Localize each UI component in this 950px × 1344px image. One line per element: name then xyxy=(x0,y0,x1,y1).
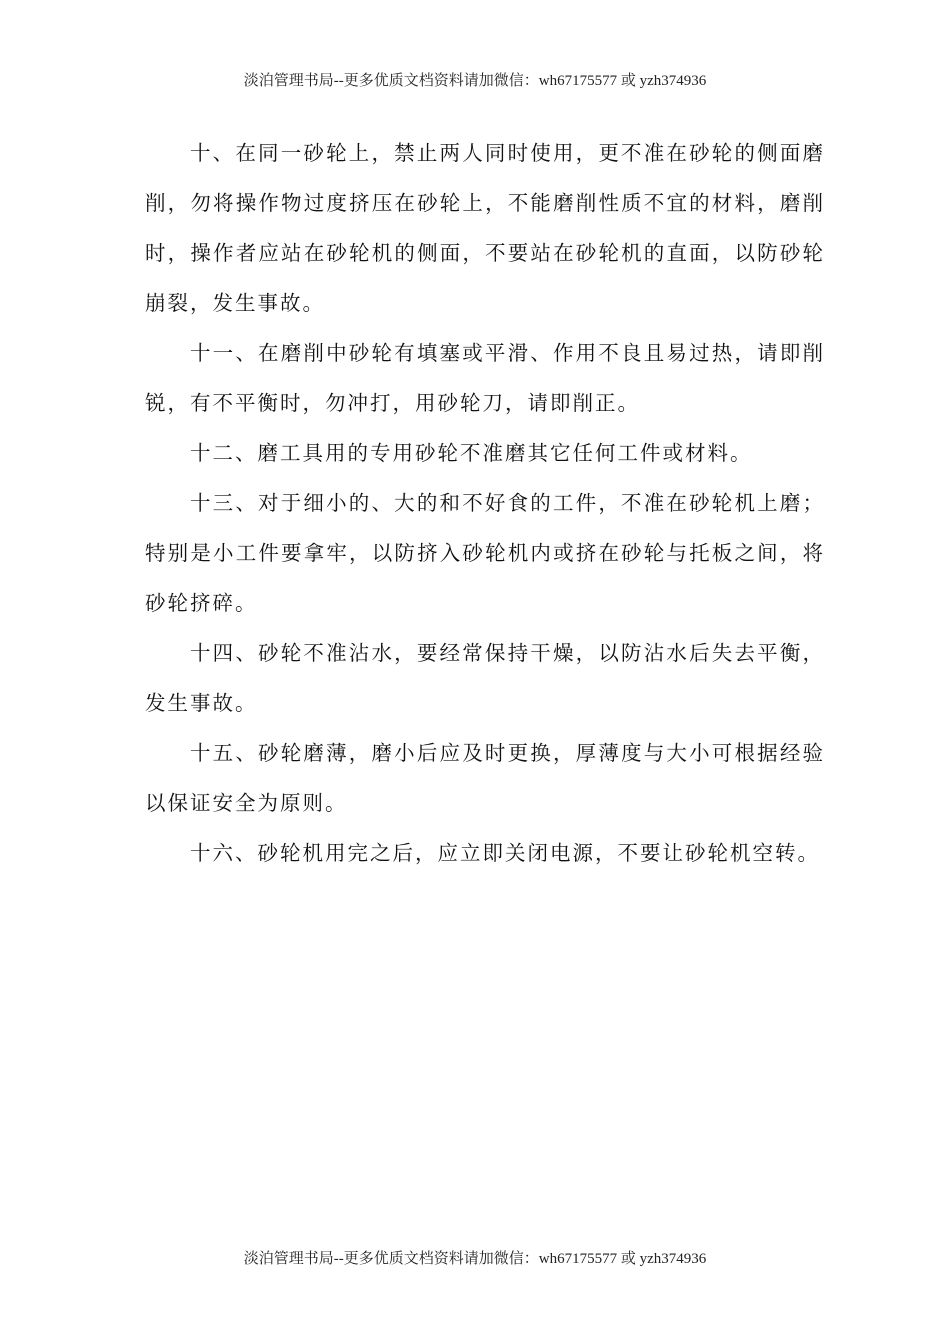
paragraph-rule-13: 十三、对于细小的、大的和不好食的工件，不准在砂轮机上磨；特别是小工件要拿牢，以防挤入砂轮机内或挤在砂轮与托板之间，将砂轮挤碎。 xyxy=(145,491,825,615)
paragraph-rule-11: 十一、在磨削中砂轮有填塞或平滑、作用不良且易过热，请即削锐，有不平衡时，勿冲打，用砂轮刀，请即削正。 xyxy=(145,341,825,415)
paragraph-rule-12: 十二、磨工具用的专用砂轮不准磨其它任何工件或材料。 xyxy=(190,441,753,465)
page-footer: 淡泊管理书局--更多优质文档资料请加微信：wh67175577 或 yzh374936 xyxy=(243,1251,707,1267)
paragraph-rule-14: 十四、砂轮不准沾水，要经常保持干燥，以防沾水后失去平衡，发生事故。 xyxy=(145,641,825,715)
document-body xyxy=(145,128,825,878)
paragraph-rule-15: 十五、砂轮磨薄，磨小后应及时更换，厚薄度与大小可根据经验以保证安全为原则。 xyxy=(145,741,825,815)
paragraph-rule-16: 十六、砂轮机用完之后，应立即关闭电源，不要让砂轮机空转。 xyxy=(190,841,820,865)
paragraph-rule-10: 十、在同一砂轮上，禁止两人同时使用，更不准在砂轮的侧面磨削，勿将操作物过度挤压在砂轮上，不能磨削性质不宜的材料，磨削时，操作者应站在砂轮机的侧面，不要站在砂轮机的直面，以防砂轮崩裂，发生事故。 xyxy=(145,141,825,315)
page-header: 淡泊管理书局--更多优质文档资料请加微信：wh67175577 或 yzh374936 xyxy=(243,73,707,89)
